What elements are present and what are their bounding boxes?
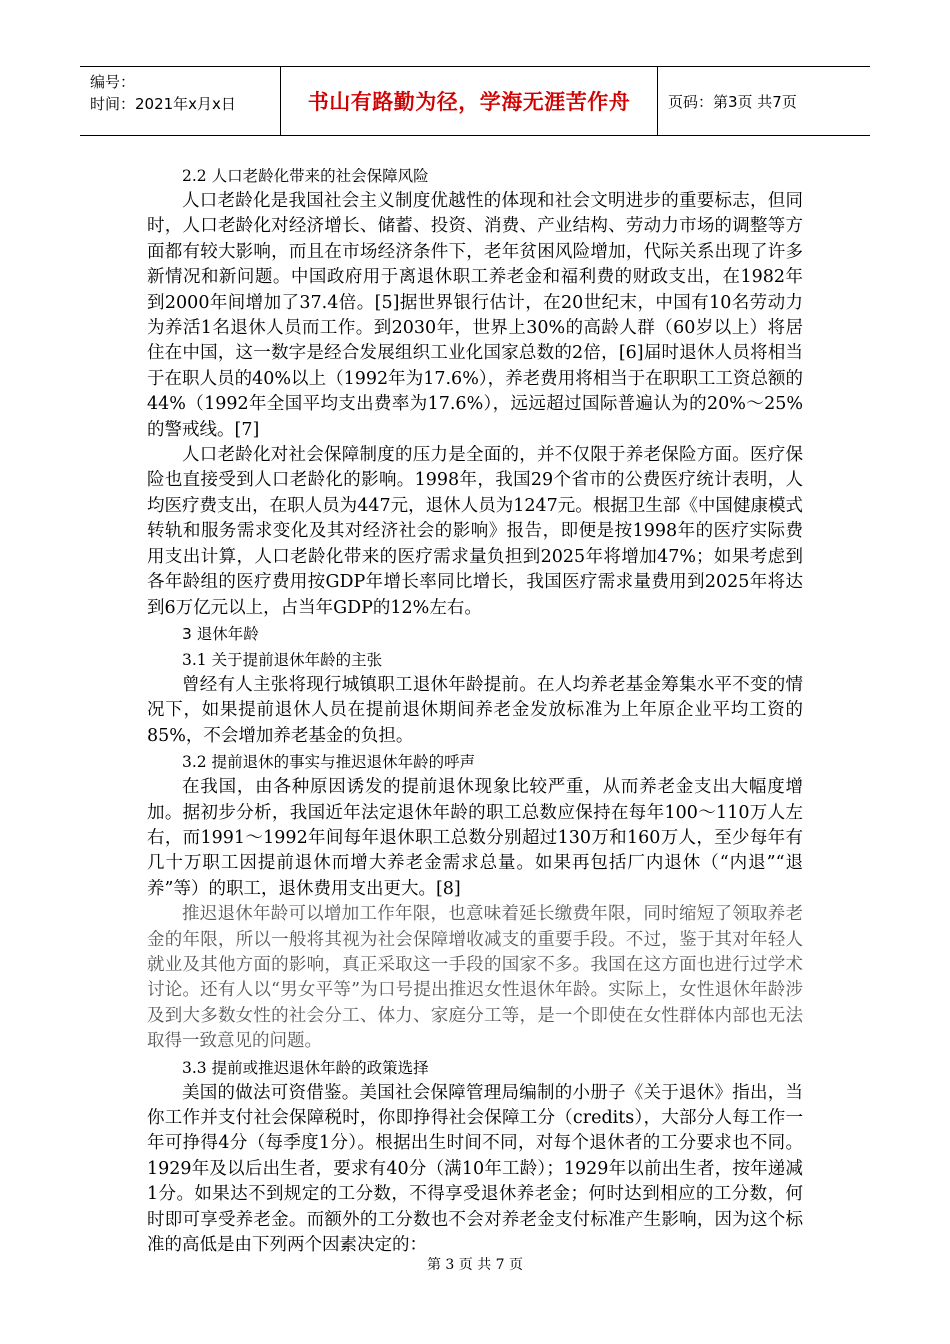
header-meta	[80, 67, 280, 135]
header-motto: 书山有路勤为径，学海无涯苦作舟	[307, 90, 631, 114]
paragraph: 人口老龄化是我国社会主义制度优越性的体现和社会文明进步的重要标志，但同时，人口老龄化对经济增长、储蓄、投资、消费、产业结构、劳动力市场的调整等方面都有较大影响，而且在市场经济条件下，老年贫困风险增加，代际关系出现了许多新情况和新问题。中国政府用于离退休职工养老金和福利费的财政支出，在1982年到2000年间增加了37.4倍。[5]据世界银行估计，在20世纪末，中国有10名劳动力为养活1名退休人员而工作。到2030年，世界上30%的高龄人群（60岁以上）将居住在中国，这一数字是经合发展组织工业化国家总数的2倍，[6]届时退休人员将相当于在职人员的40%以上（1992年为17.6%），养老费用将相当于在职职工工资总额的44%（1992年全国平均支出费率为17.6%），远远超过国际普遍认为的20%～25%的警戒线。[7]	[147, 191, 803, 440]
page-footer: 第 3 页 共 7 页	[426, 1257, 524, 1273]
section-heading-3: 3 退休年龄	[182, 624, 259, 643]
document-number-label: 编号：	[90, 73, 136, 91]
section-heading-2-2: 2.2 人口老龄化带来的社会保障风险	[182, 167, 429, 185]
paragraph: 在我国，由各种原因诱发的提前退休现象比较严重，从而养老金支出大幅度增加。据初步分析，我国近年法定退休年龄的职工总数应保持在每年100～110万人左右，而1991～1992年间每年退休职工总数分别超过130万和160万人，至少每年有几十万职工因提前退休而增大养老金需求总量。如果再包括厂内退休（“内退”“退养”等）的职工，退休费用支出更大。[8]	[147, 777, 803, 899]
section-heading-3-3: 3.3 提前或推迟退休年龄的政策选择	[182, 1058, 429, 1077]
header-page-number: 页码：第3页 共7页	[668, 92, 797, 111]
paragraph: 曾经有人主张将现行城镇职工退休年龄提前。在人均养老基金筹集水平不变的情况下，如果提前退休人员在提前退休期间养老金发放标准为上年原企业平均工资的85%，不会增加养老基金的负担。	[147, 674, 803, 746]
header-page-cell	[658, 67, 870, 135]
document-date-label: 时间：2021年x月x日	[90, 95, 236, 113]
section-heading-3-2: 3.2 提前退休的事实与推迟退休年龄的呼声	[182, 753, 476, 772]
paragraph: 推迟退休年龄可以增加工作年限，也意味着延长缴费年限，同时缩短了领取养老金的年限，所以一般将其视为社会保障增收减支的重要手段。不过，鉴于其对年轻人就业及其他方面的影响，真正采取这一手段的国家不多。我国在这方面也进行过学术讨论。还有人以“男女平等”为口号提出推迟女性退休年龄。实际上，女性退休年龄涉及到大多数女性的社会分工、体力、家庭分工等，是一个即使在女性群体内部也无法取得一致意见的问题。	[147, 904, 803, 1052]
paragraph: 人口老龄化对社会保障制度的压力是全面的，并不仅限于养老保险方面。医疗保险也直接受到人口老龄化的影响。1998年，我国29个省市的公费医疗统计表明，人均医疗费支出，在职人员为447元，退休人员为1247元。根据卫生部《中国健康模式转轨和服务需求变化及其对经济社会的影响》报告，即便是按1998年的医疗实际费用支出计算，人口老龄化带来的医疗需求量负担到2025年将增加47%；如果考虑到各年龄组的医疗费用按GDP年增长率同比增长，我国医疗需求量费用到2025年将达到6万亿元以上，占当年GDP的12%左右。	[147, 445, 803, 618]
document-body	[147, 163, 803, 1258]
section-heading-3-1: 3.1 关于提前退休年龄的主张	[182, 650, 383, 669]
page-header	[80, 66, 870, 136]
header-motto-cell	[280, 67, 658, 135]
paragraph: 美国的做法可资借鉴。美国社会保障管理局编制的小册子《关于退休》指出，当你工作并支付社会保障税时，你即挣得社会保障工分（credits），大部分人每工作一年可挣得4分（每季度1分）。根据出生时间不同，对每个退休者的工分要求也不同。1929年及以后出生者，要求有40分（满10年工龄）；1929年以前出生者，按年递减1分。如果达不到规定的工分数，不得享受退休养老金；何时达到相应的工分数，何时即可享受养老金。而额外的工分数也不会对养老金支付标准产生影响，因为这个标准的高低是由下列两个因素决定的：	[147, 1082, 803, 1256]
